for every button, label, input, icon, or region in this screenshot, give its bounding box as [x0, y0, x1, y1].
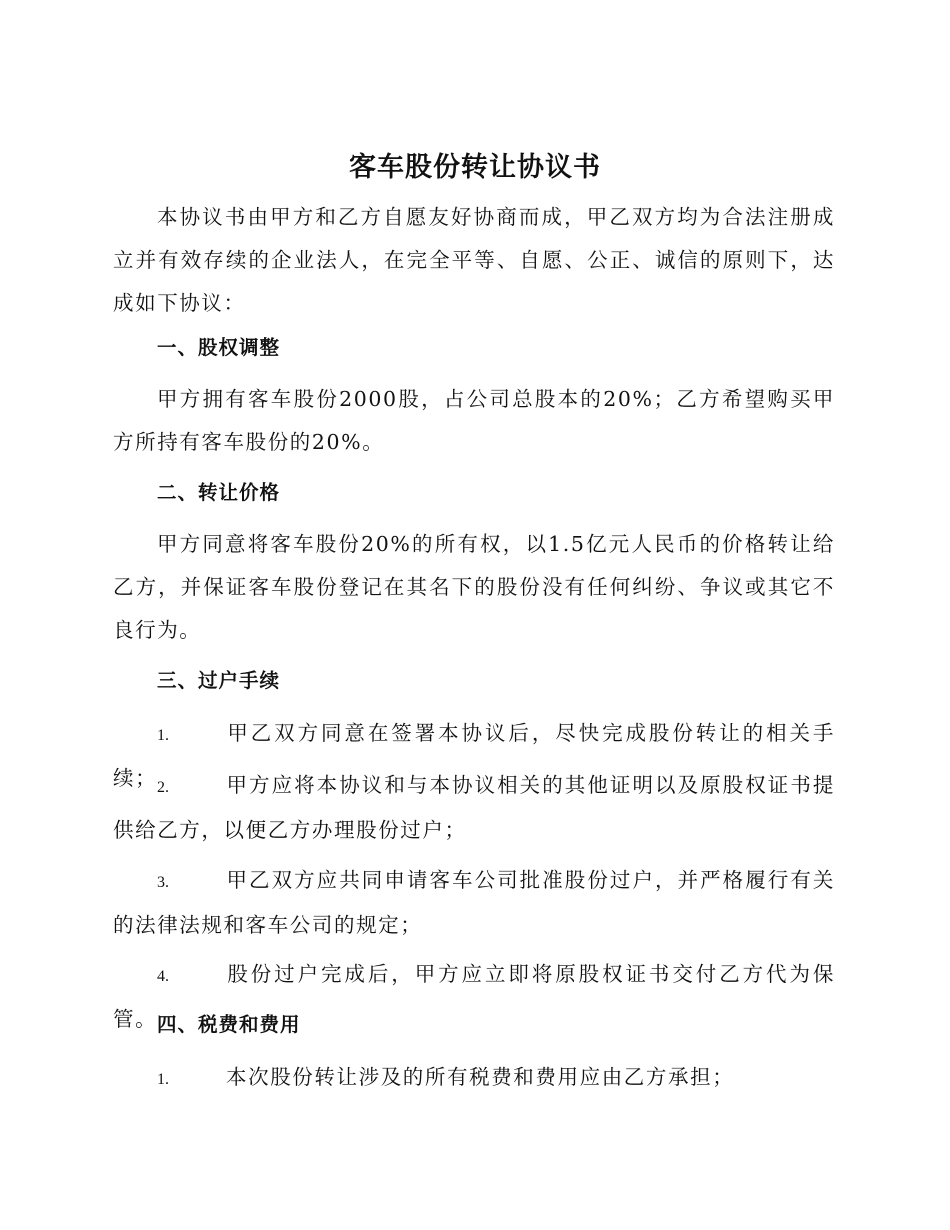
section-2-paragraph: 甲方同意将客车股份20%的所有权，以1.5亿元人民币的价格转让给乙方，并保证客车股份登记在其名下的股份没有任何纠纷、争议或其它不良行为。 [113, 532, 835, 642]
list-item-text: 本次股份转让涉及的所有税费和费用应由乙方承担； [226, 1065, 735, 1089]
list-item [113, 764, 835, 852]
section-1-paragraph: 甲方拥有客车股份2000股，占公司总股本的20%；乙方希望购买甲方所持有客车股份的20%。 [113, 387, 835, 454]
list-item-number: 1. [157, 727, 169, 744]
list-item-number: 1. [157, 1071, 169, 1088]
list-item-number: 2. [157, 779, 169, 796]
list-item-text: 甲乙双方同意在签署本协议后，尽快完成股份转让的相关手续； [113, 721, 835, 790]
list-item-text: 甲乙双方应共同申请客车公司批准股份过户，并严格履行有关的法律法规和客车公司的规定； [113, 868, 835, 937]
section-heading-3: 三、过户手续 [157, 669, 281, 692]
section-heading-4: 四、税费和费用 [157, 1013, 301, 1036]
list-item-number: 4. [157, 968, 169, 985]
list-item [113, 859, 835, 947]
section-heading-2: 二、转让价格 [157, 481, 281, 504]
list-item-text: 股份过户完成后，甲方应立即将原股权证书交付乙方代为保管。 [113, 962, 835, 1031]
list-item [113, 1056, 835, 1101]
section-heading-1: 一、股权调整 [157, 336, 281, 359]
list-item-number: 3. [157, 874, 169, 891]
list-item-text: 甲方应将本协议和与本协议相关的其他证明以及原股权证书提供给乙方，以便乙方办理股份过户； [113, 773, 835, 842]
intro-paragraph: 本协议书由甲方和乙方自愿友好协商而成，甲乙双方均为合法注册成立并有效存续的企业法人，在完全平等、自愿、公正、诚信的原则下，达成如下协议： [113, 205, 835, 315]
document-title: 客车股份转让协议书 [349, 152, 601, 183]
